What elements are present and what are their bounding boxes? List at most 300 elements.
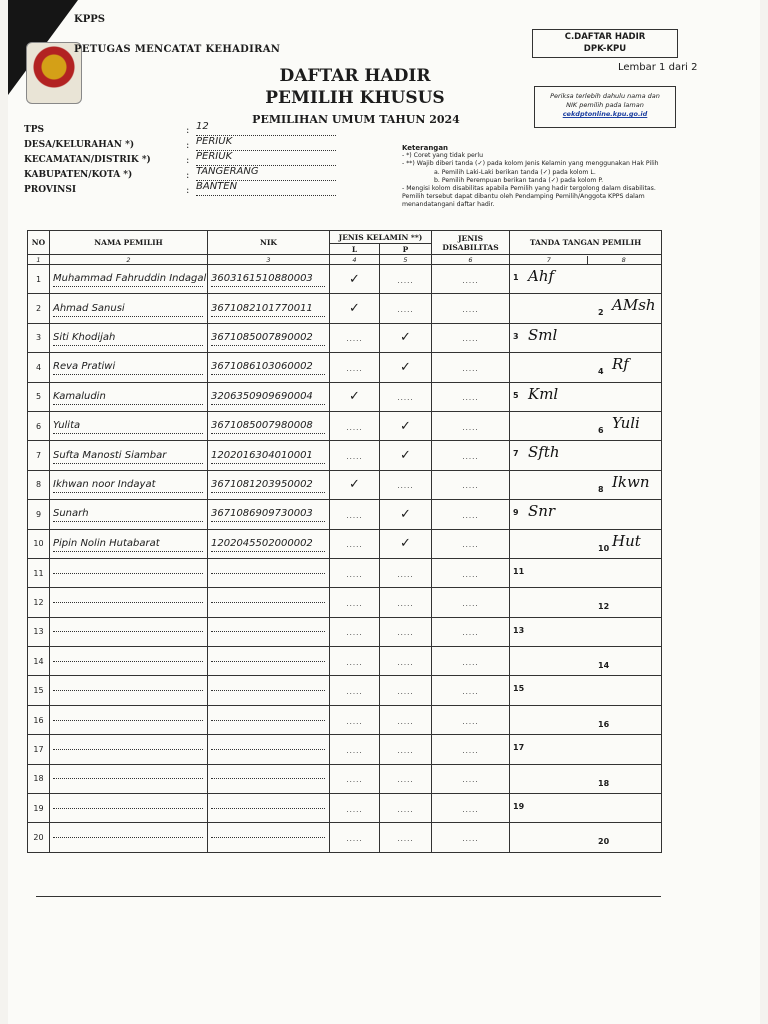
voter-name-field[interactable] (50, 529, 208, 558)
signature-number: 8 (598, 484, 604, 494)
dots-placeholder: ..... (462, 599, 479, 608)
voter-nik-field[interactable] (208, 265, 330, 294)
voter-name-field[interactable] (50, 323, 208, 352)
gender-l-cell[interactable] (330, 558, 380, 587)
disability-cell[interactable] (432, 676, 510, 705)
disability-cell[interactable] (432, 323, 510, 352)
voter-name (53, 661, 203, 662)
voter-name: Reva Pratiwi (53, 359, 203, 375)
voter-name: Muhammad Fahruddin Indagal (53, 271, 203, 287)
notes-block (402, 144, 677, 210)
document-code-line-1: C.DAFTAR HADIR (564, 32, 646, 42)
header-name: NAMA PEMILIH (50, 231, 208, 255)
gender-l-cell[interactable] (330, 323, 380, 352)
dots-placeholder: ..... (397, 805, 414, 814)
disability-cell[interactable] (432, 470, 510, 499)
signature-cell[interactable] (510, 529, 662, 558)
column-index-cell: 6 (432, 255, 510, 265)
signature-number: 6 (598, 425, 604, 435)
gender-l-cell[interactable] (330, 353, 380, 382)
gender-l-cell[interactable] (330, 676, 380, 705)
signature-cell[interactable] (510, 794, 662, 823)
table-row (28, 647, 662, 676)
voter-nik-field[interactable] (208, 323, 330, 352)
dots-placeholder: ..... (462, 776, 479, 785)
column-index-cell: 3 (208, 255, 330, 265)
gender-p-cell[interactable] (380, 735, 432, 764)
signature-mark: Sml (528, 325, 558, 344)
title-line-1: DAFTAR HADIR (279, 66, 431, 86)
location-fields (24, 121, 424, 200)
disability-cell[interactable] (432, 588, 510, 617)
voter-name-field[interactable] (50, 588, 208, 617)
signature-cell[interactable] (510, 353, 662, 382)
disability-cell[interactable] (432, 411, 510, 440)
row-number: 19 (28, 794, 50, 823)
row-number: 16 (28, 705, 50, 734)
meta-value-field[interactable]: TANGERANG (196, 166, 336, 181)
column-index-cell: 7 (511, 256, 588, 264)
voter-name-field[interactable] (50, 617, 208, 646)
signature-cell[interactable] (510, 265, 662, 294)
table-bottom-rule (36, 896, 661, 897)
signature-cell[interactable] (510, 735, 662, 764)
signature-cell[interactable] (510, 294, 662, 323)
voter-name-field[interactable] (50, 823, 208, 852)
row-number: 17 (28, 735, 50, 764)
dots-placeholder: ..... (462, 511, 479, 520)
disability-cell[interactable] (432, 705, 510, 734)
voter-name: Ikhwan noor Indayat (53, 477, 203, 493)
signature-mark: Snr (528, 502, 556, 521)
signature-cell[interactable] (510, 558, 662, 587)
voter-nik-field[interactable] (208, 705, 330, 734)
check-mark-icon: ✓ (400, 330, 411, 346)
check-mark-icon: ✓ (400, 418, 411, 434)
gender-p-cell[interactable] (380, 441, 432, 470)
voter-nik-field[interactable] (208, 441, 330, 470)
check-link[interactable]: cekdptonline.kpu.go.id (562, 110, 648, 118)
row-number: 5 (28, 382, 50, 411)
voter-nik-field[interactable] (208, 647, 330, 676)
voter-name (53, 808, 203, 809)
voter-name (53, 631, 203, 632)
meta-value-field[interactable]: PERIUK (196, 136, 336, 151)
table-row (28, 353, 662, 382)
gender-l-cell[interactable] (330, 735, 380, 764)
meta-label: KABUPATEN/KOTA *) (24, 170, 133, 180)
signature-mark: AMsh (612, 296, 656, 315)
voter-name-field[interactable] (50, 441, 208, 470)
table-row (28, 441, 662, 470)
row-number: 9 (28, 500, 50, 529)
signature-mark: Ahf (528, 267, 555, 285)
signature-mark: Hut (612, 531, 641, 550)
gender-l-cell[interactable] (330, 529, 380, 558)
check-mark-icon: ✓ (349, 271, 360, 287)
voter-nik-field[interactable] (208, 735, 330, 764)
disability-cell[interactable] (432, 823, 510, 852)
voter-name (53, 602, 203, 603)
dots-placeholder: ..... (346, 453, 363, 462)
signature-number: 18 (598, 778, 610, 788)
row-number: 7 (28, 441, 50, 470)
disability-cell[interactable] (432, 558, 510, 587)
table-row (28, 382, 662, 411)
signature-number: 9 (513, 508, 519, 518)
gender-p-cell[interactable] (380, 764, 432, 793)
dots-placeholder: ..... (397, 306, 414, 315)
gender-p-cell[interactable] (380, 529, 432, 558)
row-number: 4 (28, 353, 50, 382)
meta-label: KECAMATAN/DISTRIK *) (24, 155, 151, 165)
voter-name-field[interactable] (50, 382, 208, 411)
voter-name-field[interactable] (50, 735, 208, 764)
voter-name: Siti Khodijah (53, 330, 203, 346)
signature-number: 2 (598, 308, 604, 318)
dots-placeholder: ..... (346, 746, 363, 755)
voter-name (53, 573, 203, 574)
dots-placeholder: ..... (397, 688, 414, 697)
gender-l-cell[interactable] (330, 823, 380, 852)
dots-placeholder: ..... (462, 394, 479, 403)
row-number: 10 (28, 529, 50, 558)
gender-l-cell[interactable] (330, 265, 380, 294)
dots-placeholder: ..... (462, 629, 479, 638)
meta-label: DESA/KELURAHAN *) (24, 140, 135, 150)
gender-l-cell[interactable] (330, 441, 380, 470)
voter-nik (211, 690, 325, 691)
voter-name-field[interactable] (50, 794, 208, 823)
voter-name (53, 749, 203, 750)
voter-nik-field[interactable] (208, 382, 330, 411)
disability-cell[interactable] (432, 617, 510, 646)
voter-nik-field[interactable] (208, 588, 330, 617)
signature-number: 14 (598, 661, 610, 671)
voter-nik: 3603161510880003 (211, 271, 325, 287)
voter-name-field[interactable] (50, 411, 208, 440)
dots-placeholder: ..... (397, 276, 414, 285)
dots-placeholder: ..... (462, 717, 479, 726)
header-no: NO (28, 231, 50, 255)
dots-placeholder: ..... (346, 835, 363, 844)
gender-l-cell[interactable] (330, 588, 380, 617)
gender-p-cell[interactable] (380, 588, 432, 617)
voter-nik-field[interactable] (208, 470, 330, 499)
signature-cell[interactable] (510, 617, 662, 646)
signature-number: 1 (513, 273, 519, 282)
sheet-counter: Lembar 1 dari 2 (618, 62, 698, 73)
dots-placeholder: ..... (397, 717, 414, 726)
disability-cell[interactable] (432, 382, 510, 411)
notes-line-1: - *) Coret yang tidak perlu (402, 152, 483, 160)
row-number: 11 (28, 558, 50, 587)
table-row (28, 323, 662, 352)
dots-placeholder: ..... (397, 658, 414, 667)
dots-placeholder: ..... (346, 511, 363, 520)
gender-l-cell[interactable] (330, 794, 380, 823)
dots-placeholder: ..... (397, 394, 414, 403)
gender-p-cell[interactable] (380, 382, 432, 411)
meta-value-field[interactable]: PERIUK (196, 151, 336, 166)
disability-cell[interactable] (432, 500, 510, 529)
gender-p-cell[interactable] (380, 794, 432, 823)
check-mark-icon: ✓ (400, 506, 411, 522)
column-index-cell: 2 (50, 255, 208, 265)
disability-cell[interactable] (432, 353, 510, 382)
column-index-cell: 8 (621, 255, 626, 264)
dots-placeholder: ..... (462, 364, 479, 373)
meta-colon: : (186, 185, 190, 196)
voter-nik: 3671086909730003 (211, 506, 325, 522)
gender-l-cell[interactable] (330, 764, 380, 793)
signature-number: 16 (598, 719, 610, 729)
signature-number: 7 (513, 449, 519, 459)
table-row (28, 558, 662, 587)
title-line-2: PEMILIH KHUSUS (265, 88, 445, 108)
table-row (28, 265, 662, 294)
voter-nik: 1202045502000002 (211, 536, 325, 552)
gender-p-cell[interactable] (380, 294, 432, 323)
table-row (28, 764, 662, 793)
gender-p-cell[interactable] (380, 676, 432, 705)
voter-name (53, 690, 203, 691)
signature-mark: Yuli (612, 413, 640, 432)
dots-placeholder: ..... (397, 776, 414, 785)
column-index-cell: 5 (380, 255, 432, 265)
meta-value-field[interactable]: BANTEN (196, 181, 336, 196)
dots-placeholder: ..... (462, 306, 479, 315)
voter-nik-field[interactable] (208, 764, 330, 793)
voter-nik-field[interactable] (208, 676, 330, 705)
gender-p-cell[interactable] (380, 470, 432, 499)
voter-name-field[interactable] (50, 353, 208, 382)
voter-name-field[interactable] (50, 265, 208, 294)
signature-cell[interactable] (510, 441, 662, 470)
table-row (28, 735, 662, 764)
row-number: 14 (28, 647, 50, 676)
signature-cell[interactable] (510, 588, 662, 617)
signature-cell[interactable] (510, 323, 662, 352)
signature-cell[interactable] (510, 764, 662, 793)
check-note-box (534, 86, 676, 128)
gender-p-cell[interactable] (380, 353, 432, 382)
dots-placeholder: ..... (397, 629, 414, 638)
dots-placeholder: ..... (397, 746, 414, 755)
voter-name-field[interactable] (50, 294, 208, 323)
row-number: 13 (28, 617, 50, 646)
gender-l-cell[interactable] (330, 647, 380, 676)
row-number: 12 (28, 588, 50, 617)
table-row (28, 470, 662, 499)
voter-nik: 3671085007890002 (211, 330, 325, 346)
header-p: P (380, 244, 432, 255)
disability-cell[interactable] (432, 529, 510, 558)
signature-mark: Sfth (528, 443, 560, 462)
signature-cell[interactable] (510, 500, 662, 529)
disability-cell[interactable] (432, 265, 510, 294)
meta-label: PROVINSI (24, 185, 77, 195)
voter-nik-field[interactable] (208, 617, 330, 646)
row-number: 2 (28, 294, 50, 323)
voter-name-field[interactable] (50, 500, 208, 529)
gender-l-cell[interactable] (330, 500, 380, 529)
gender-p-cell[interactable] (380, 647, 432, 676)
gender-p-cell[interactable] (380, 558, 432, 587)
voter-nik: 3671082101770011 (211, 301, 325, 317)
signature-mark: Ikwn (612, 472, 650, 491)
gender-p-cell[interactable] (380, 705, 432, 734)
notes-line-3: a. Pemilih Laki-Laki berikan tanda (✓) pada kolom L. (434, 168, 596, 176)
signature-cell[interactable] (510, 676, 662, 705)
gender-l-cell[interactable] (330, 617, 380, 646)
row-number: 20 (28, 823, 50, 852)
meta-value-field[interactable]: 12 (196, 121, 336, 136)
voter-name-field[interactable] (50, 558, 208, 587)
voter-nik (211, 749, 325, 750)
dots-placeholder: ..... (346, 629, 363, 638)
row-number: 6 (28, 411, 50, 440)
dots-placeholder: ..... (346, 599, 363, 608)
meta-colon: : (186, 125, 190, 136)
signature-cell[interactable] (510, 470, 662, 499)
meta-colon: : (186, 140, 190, 151)
voter-nik (211, 837, 325, 838)
gender-l-cell[interactable] (330, 294, 380, 323)
dots-placeholder: ..... (346, 776, 363, 785)
table-row (28, 617, 662, 646)
table-row (28, 676, 662, 705)
voter-nik: 3671086103060002 (211, 359, 325, 375)
ballot-attendance-sheet (8, 0, 760, 1024)
table-row (28, 411, 662, 440)
disability-cell[interactable] (432, 294, 510, 323)
voter-name: Ahmad Sanusi (53, 301, 203, 317)
disability-cell[interactable] (432, 441, 510, 470)
voter-name-field[interactable] (50, 764, 208, 793)
org-line-2: PETUGAS MENCATAT KEHADIRAN (74, 44, 281, 55)
header-signature: TANDA TANGAN PEMILIH (510, 231, 662, 255)
voter-name: Kamaludin (53, 389, 203, 405)
table-row (28, 705, 662, 734)
signature-number: 5 (513, 390, 519, 400)
table-row (28, 294, 662, 323)
voter-nik: 1202016304010001 (211, 448, 325, 464)
signature-number: 19 (513, 802, 525, 812)
voter-nik-field[interactable] (208, 353, 330, 382)
voter-nik-field[interactable] (208, 529, 330, 558)
voter-nik (211, 808, 325, 809)
check-mark-icon: ✓ (349, 301, 360, 317)
voter-name-field[interactable] (50, 647, 208, 676)
check-note-line-2: NIK pemilih pada laman (566, 101, 644, 109)
dots-placeholder: ..... (462, 541, 479, 550)
check-mark-icon: ✓ (349, 477, 360, 493)
dots-placeholder: ..... (462, 482, 479, 491)
voter-nik (211, 661, 325, 662)
dots-placeholder: ..... (346, 541, 363, 550)
gender-p-cell[interactable] (380, 411, 432, 440)
meta-label: TPS (24, 125, 44, 135)
dots-placeholder: ..... (346, 688, 363, 697)
gender-p-cell[interactable] (380, 500, 432, 529)
signature-cell[interactable] (510, 411, 662, 440)
voter-nik-field[interactable] (208, 411, 330, 440)
table-row (28, 794, 662, 823)
signature-cell[interactable] (510, 647, 662, 676)
signature-number: 3 (513, 331, 519, 341)
signature-mark: Kml (528, 384, 559, 403)
signature-cell[interactable] (510, 382, 662, 411)
gender-p-cell[interactable] (380, 823, 432, 852)
voter-nik (211, 778, 325, 779)
voter-nik (211, 720, 325, 721)
gender-p-cell[interactable] (380, 265, 432, 294)
notes-line-5: - Mengisi kolom disabilitas apabila Pemilih yang hadir tergolong dalam disabilitas. Pemilih tersebut dapat dibantu oleh Pendamping Pemilih/Anggota KPPS dalam menandatangani daftar hadir. (402, 185, 656, 209)
disability-cell[interactable] (432, 764, 510, 793)
dots-placeholder: ..... (462, 688, 479, 697)
meta-colon: : (186, 170, 190, 181)
voter-name-field[interactable] (50, 470, 208, 499)
dots-placeholder: ..... (346, 658, 363, 667)
dots-placeholder: ..... (397, 835, 414, 844)
voter-name-field[interactable] (50, 676, 208, 705)
gender-l-cell[interactable] (330, 470, 380, 499)
dots-placeholder: ..... (462, 746, 479, 755)
signature-number: 15 (513, 684, 525, 694)
voter-nik-field[interactable] (208, 823, 330, 852)
disability-cell[interactable] (432, 647, 510, 676)
voter-nik-field[interactable] (208, 294, 330, 323)
voter-nik-field[interactable] (208, 558, 330, 587)
voter-name-field[interactable] (50, 705, 208, 734)
dots-placeholder: ..... (462, 453, 479, 462)
signature-number: 12 (598, 602, 610, 612)
dots-placeholder: ..... (346, 364, 363, 373)
gender-l-cell[interactable] (330, 705, 380, 734)
org-line-1: KPPS (74, 14, 105, 25)
row-number: 8 (28, 470, 50, 499)
dots-placeholder: ..... (397, 570, 414, 579)
signature-number: 4 (598, 367, 604, 377)
disability-cell[interactable] (432, 794, 510, 823)
voter-nik-field[interactable] (208, 794, 330, 823)
signature-cell[interactable] (510, 823, 662, 852)
header-nik: NIK (208, 231, 330, 255)
voter-name: Sunarh (53, 506, 203, 522)
dots-placeholder: ..... (346, 335, 363, 344)
voter-nik-field[interactable] (208, 500, 330, 529)
signature-number: 13 (513, 625, 525, 635)
dots-placeholder: ..... (462, 658, 479, 667)
header-l: L (330, 244, 380, 255)
dots-placeholder: ..... (462, 276, 479, 285)
check-note-line-1: Periksa terlebih dahulu nama dan (550, 92, 660, 100)
voter-nik (211, 631, 325, 632)
signature-cell[interactable] (510, 705, 662, 734)
column-index-cell: 1 (28, 255, 50, 265)
column-index-cell-signature (510, 255, 662, 265)
gender-p-cell[interactable] (380, 617, 432, 646)
gender-l-cell[interactable] (330, 382, 380, 411)
meta-row (24, 181, 424, 200)
gender-l-cell[interactable] (330, 411, 380, 440)
dots-placeholder: ..... (462, 335, 479, 344)
disability-cell[interactable] (432, 735, 510, 764)
gender-p-cell[interactable] (380, 323, 432, 352)
signature-number: 10 (598, 543, 610, 553)
title-line-3: PEMILIHAN UMUM TAHUN 2024 (252, 113, 460, 126)
